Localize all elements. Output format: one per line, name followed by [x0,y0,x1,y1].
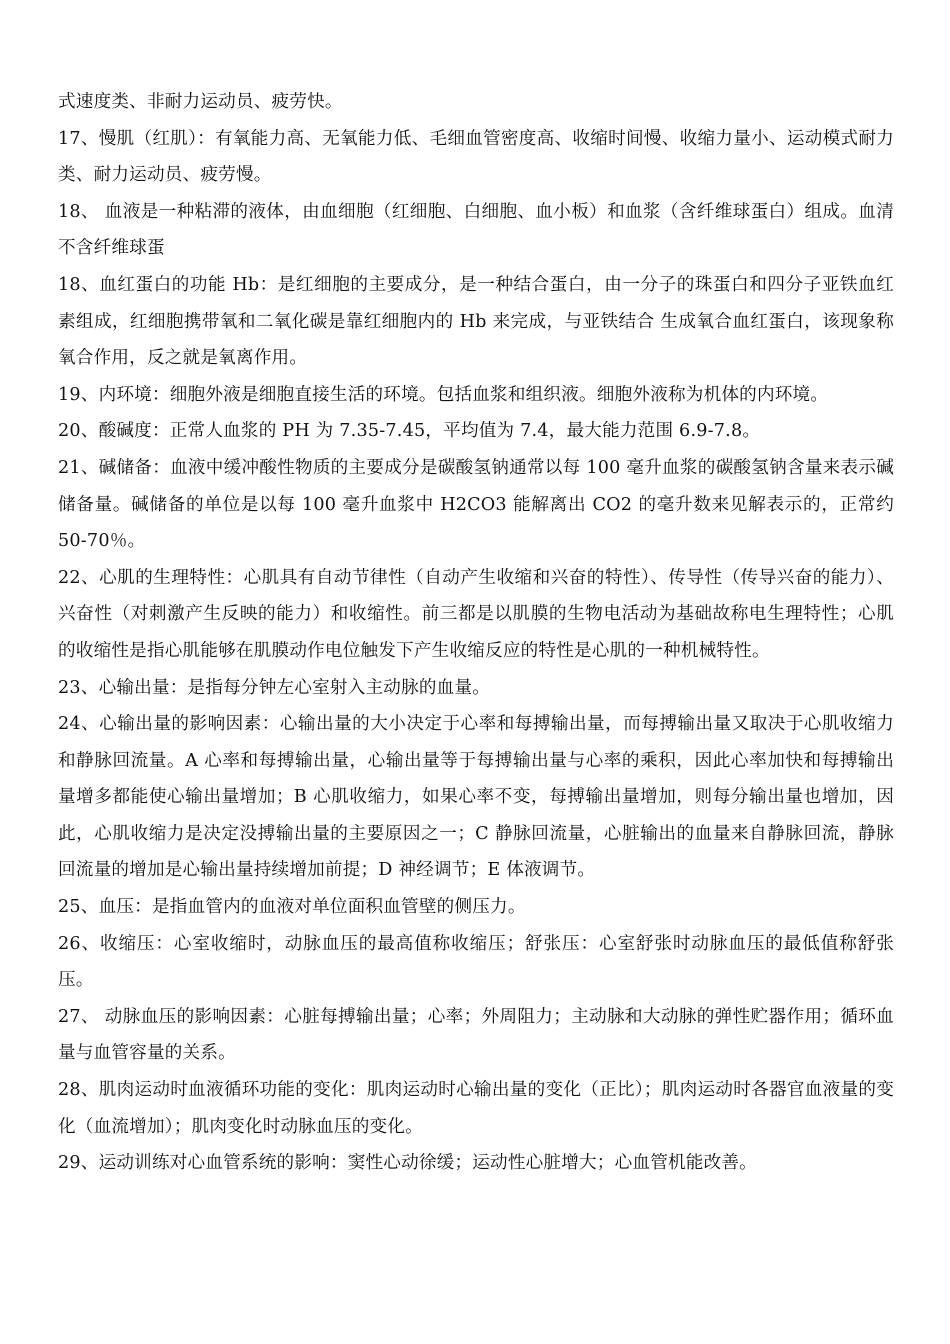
paragraph-23-cardiac-output: 23、心输出量：是指每分钟左心室射入主动脉的血量。 [58,677,491,698]
paragraph-22-cardiac-properties: 22、心肌的生理特性：心肌具有自动节律性（自动产生收缩和兴奋的特性）、传导性（传导兴奋的能力）、兴奋性（对刺激产生反映的能力）和收缩性。前三都是以肌膜的生物电活动为基础故称电生理特性；心肌的收缩性是指心肌能够在肌膜动作电位触发下产生收缩反应的特性是心肌的一种机械特性。 [58,567,894,661]
paragraph-19-internal-environment: 19、内环境：细胞外液是细胞直接生活的环境。包括血浆和组织液。细胞外液称为机体的内环境。 [58,384,829,405]
paragraph-20-ph: 20、酸碱度：正常人血浆的 PH 为 7.35-7.45，平均值为 7.4，最大能力范围 6.9-7.8。 [58,421,761,442]
paragraph-27-arterial-factors: 27、 动脉血压的影响因素：心脏每搏输出量；心率；外周阻力；主动脉和大动脉的弹性贮器作用；循环血量与血管容量的关系。 [58,1006,894,1064]
paragraph-29-training-effects: 29、运动训练对心血管系统的影响：窦性心动徐缓；运动性心脏增大；心血管机能改善。 [58,1153,757,1174]
paragraph-26-systolic-diastolic: 26、收缩压：心室收缩时，动脉血压的最高值称收缩压；舒张压：心室舒张时动脉血压的最低值称舒张压。 [58,933,894,991]
paragraph-24-output-factors: 24、心输出量的影响因素：心输出量的大小决定于心率和每搏输出量，而每搏输出量又取决于心肌收缩力和静脉回流量。A 心率和每搏输出量，心输出量等于每搏输出量与心率的乘积，因此心率加快和每搏输出量增多都能使心输出量增加；B 心肌收缩力，如果心率不变，每搏输出量增加，则每分输出量也增加，因此，心肌收缩力是决定没搏输出量的主要原因之一；C 静脉回流量，心脏输出的血量来自静脉回流，静脉回流量的增加是心输出量持续增加前提；D 神经调节；E 体液调节。 [58,714,894,881]
document-page [58,84,894,1182]
paragraph-18-blood: 18、 血液是一种粘滞的液体，由血细胞（红细胞、白细胞、血小板）和血浆（含纤维球蛋白）组成。血清不含纤维球蛋 [58,201,894,259]
paragraph-17-slow-muscle: 17、慢肌（红肌）：有氧能力高、无氧能力低、毛细血管密度高、收缩时间慢、收缩力量小、运动模式耐力类、耐力运动员、疲劳慢。 [58,128,894,186]
paragraph-28-exercise-circulation: 28、肌肉运动时血液循环功能的变化：肌肉运动时心输出量的变化（正比）；肌肉运动时各器官血液量的变化（血流增加）；肌肉变化时动脉血压的变化。 [58,1080,894,1137]
paragraph-18-hemoglobin: 18、血红蛋白的功能 Hb：是红细胞的主要成分，是一种结合蛋白，由一分子的珠蛋白和四分子亚铁血红素组成，红细胞携带氧和二氧化碳是靠红细胞内的 Hb 来完成，与亚铁结合 生成氧合血红蛋白，该现象称氧合作用，反之就是氧离作用。 [58,274,894,369]
paragraph-21-alkali-reserve: 21、碱储备：血液中缓冲酸性物质的主要成分是碳酸氢钠通常以每 100 毫升血浆的碳酸氢钠含量来表示碱储备量。碱储备的单位是以每 100 毫升血浆中 H2CO3 能解离出 CO2 的毫升数来见解表示的，正常约 50-70％。 [58,457,894,552]
paragraph-continuation: 式速度类、非耐力运动员、疲劳快。 [58,92,343,112]
paragraph-25-blood-pressure: 25、血压：是指血管内的血液对单位面积血管壁的侧压力。 [58,897,526,918]
